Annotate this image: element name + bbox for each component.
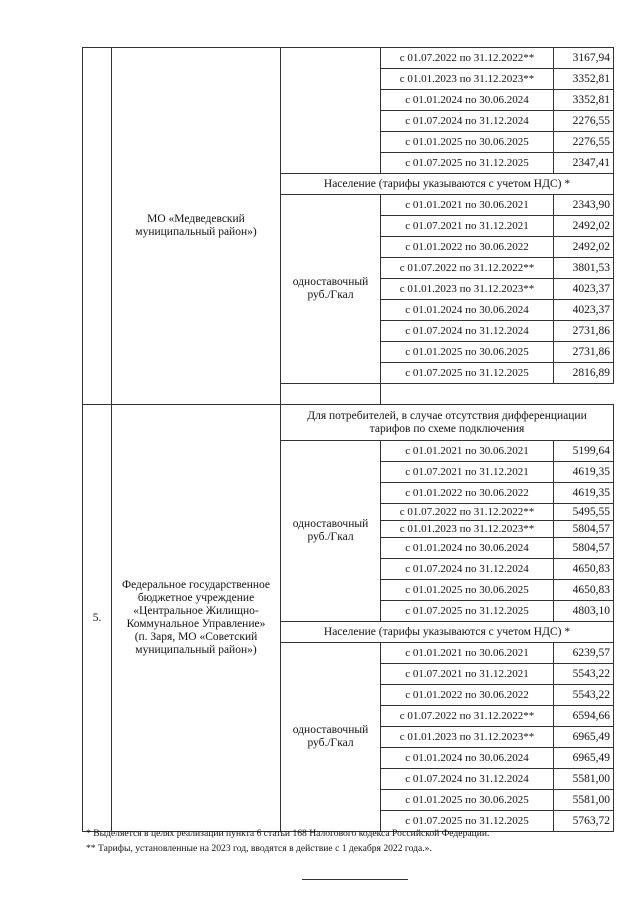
tariff-value: 6965,49 bbox=[554, 727, 614, 748]
organization-cell bbox=[112, 48, 281, 405]
period-cell: с 01.07.2025 по 31.12.2025 bbox=[381, 601, 554, 622]
period-cell: с 01.01.2021 по 30.06.2021 bbox=[381, 195, 554, 216]
tariff-value: 6239,57 bbox=[554, 643, 614, 664]
period-cell: с 01.01.2023 по 31.12.2023** bbox=[381, 521, 554, 538]
tariff-value: 5763,72 bbox=[554, 811, 614, 832]
unit-type: одноставочный bbox=[292, 276, 369, 288]
closing-rule bbox=[302, 879, 408, 880]
tariff-value: 5199,64 bbox=[554, 441, 614, 462]
tariff-value: 4650,83 bbox=[554, 580, 614, 601]
period-cell: с 01.07.2024 по 31.12.2024 bbox=[381, 321, 554, 342]
tariff-value: 4803,10 bbox=[554, 601, 614, 622]
tariff-value: 3801,53 bbox=[554, 258, 614, 279]
unit-type: одноставочный bbox=[292, 518, 369, 530]
period-cell: с 01.01.2021 по 30.06.2021 bbox=[381, 643, 554, 664]
footnote-vat: * Выделяется в целях реализации пункта 6 статьи 168 Налогового кодекса Российской Федерации. bbox=[86, 828, 490, 839]
tariff-value: 4619,35 bbox=[554, 462, 614, 483]
tariff-value: 2276,55 bbox=[554, 132, 614, 153]
period-cell: с 01.01.2025 по 30.06.2025 bbox=[381, 580, 554, 601]
period-cell: с 01.01.2023 по 31.12.2023** bbox=[381, 279, 554, 300]
organization-line: (п. Заря, МО «Советский bbox=[134, 631, 258, 643]
period-cell: с 01.01.2023 по 31.12.2023** bbox=[381, 727, 554, 748]
tariff-value: 4650,83 bbox=[554, 559, 614, 580]
period-cell: с 01.01.2025 по 30.06.2025 bbox=[381, 790, 554, 811]
unit-cell bbox=[281, 441, 381, 622]
tariff-value: 4023,37 bbox=[554, 279, 614, 300]
tariff-value: 2276,55 bbox=[554, 111, 614, 132]
organization-line: муниципальный район») bbox=[135, 644, 257, 656]
row-number-cell: 5. bbox=[83, 405, 112, 832]
tariff-value: 3352,81 bbox=[554, 90, 614, 111]
period-cell: с 01.01.2021 по 30.06.2021 bbox=[381, 441, 554, 462]
period-cell: с 01.07.2024 по 31.12.2024 bbox=[381, 559, 554, 580]
tariff-value: 2347,41 bbox=[554, 153, 614, 174]
period-cell: с 01.07.2021 по 31.12.2021 bbox=[381, 664, 554, 685]
period-cell: с 01.07.2025 по 31.12.2025 bbox=[381, 811, 554, 832]
organization-line: «Центральное Жилищно- bbox=[133, 605, 259, 617]
unit-measure: руб./Гкал bbox=[307, 289, 354, 301]
consumers-header-line: тарифов по схеме подключения bbox=[369, 422, 525, 435]
population-header: Население (тарифы указываются с учетом НДС) * bbox=[281, 622, 614, 643]
organization-line: Коммунальное Управление» bbox=[126, 618, 266, 630]
organization-cell bbox=[112, 405, 281, 832]
tariff-value: 5804,57 bbox=[554, 521, 614, 538]
tariff-value: 2731,86 bbox=[554, 321, 614, 342]
tariff-table bbox=[82, 47, 614, 832]
unit-type: одноставочный bbox=[292, 724, 369, 736]
tariff-value: 5543,22 bbox=[554, 664, 614, 685]
period-cell: с 01.01.2022 по 30.06.2022 bbox=[381, 237, 554, 258]
period-cell: с 01.07.2021 по 31.12.2021 bbox=[381, 216, 554, 237]
tariff-value: 2343,90 bbox=[554, 195, 614, 216]
unit-measure: руб./Гкал bbox=[307, 737, 354, 749]
tariff-value: 5543,22 bbox=[554, 685, 614, 706]
row-number-cell bbox=[83, 48, 112, 405]
organization-line: бюджетное учреждение bbox=[137, 592, 255, 604]
tariff-value: 2492,02 bbox=[554, 237, 614, 258]
period-cell: с 01.01.2024 по 30.06.2024 bbox=[381, 90, 554, 111]
period-cell: с 01.07.2021 по 31.12.2021 bbox=[381, 462, 554, 483]
period-cell: с 01.07.2022 по 31.12.2022** bbox=[381, 504, 554, 521]
unit-cell bbox=[281, 195, 381, 384]
consumers-header-line: Для потребителей, в случае отсутствия дифференциации bbox=[307, 409, 587, 422]
period-cell: с 01.01.2024 по 30.06.2024 bbox=[381, 748, 554, 769]
period-cell: с 01.07.2025 по 31.12.2025 bbox=[381, 363, 554, 384]
tariff-value: 5581,00 bbox=[554, 790, 614, 811]
unit-measure: руб./Гкал bbox=[307, 531, 354, 543]
period-cell: с 01.01.2025 по 30.06.2025 bbox=[381, 132, 554, 153]
tariff-value: 5804,57 bbox=[554, 538, 614, 559]
period-cell: с 01.07.2024 по 31.12.2024 bbox=[381, 111, 554, 132]
tariff-value: 5495,55 bbox=[554, 504, 614, 521]
period-cell: с 01.07.2022 по 31.12.2022** bbox=[381, 48, 554, 69]
period-cell: с 01.07.2022 по 31.12.2022** bbox=[381, 706, 554, 727]
tariff-value: 3352,81 bbox=[554, 69, 614, 90]
section-header-row bbox=[83, 405, 614, 441]
period-cell: с 01.01.2024 по 30.06.2024 bbox=[381, 300, 554, 321]
period-cell: с 01.01.2024 по 30.06.2024 bbox=[381, 538, 554, 559]
population-header: Население (тарифы указываются с учетом НДС) * bbox=[281, 174, 614, 195]
period-cell: с 01.01.2022 по 30.06.2022 bbox=[381, 483, 554, 504]
tariff-value: 2731,86 bbox=[554, 342, 614, 363]
period-cell: с 01.01.2022 по 30.06.2022 bbox=[381, 685, 554, 706]
tariff-value: 5581,00 bbox=[554, 769, 614, 790]
footnotes bbox=[86, 826, 616, 856]
tariff-value: 6965,49 bbox=[554, 748, 614, 769]
tariff-value: 6594,66 bbox=[554, 706, 614, 727]
period-cell: с 01.07.2022 по 31.12.2022** bbox=[381, 258, 554, 279]
organization-line: муниципальный район») bbox=[135, 226, 257, 238]
unit-cell bbox=[281, 643, 381, 832]
tariff-value: 2816,89 bbox=[554, 363, 614, 384]
consumers-header bbox=[281, 405, 614, 441]
tariff-value: 4023,37 bbox=[554, 300, 614, 321]
unit-cell bbox=[281, 48, 381, 174]
period-cell: с 01.01.2023 по 31.12.2023** bbox=[381, 69, 554, 90]
footnote-tariffs-2023: ** Тарифы, установленные на 2023 год, вводятся в действие с 1 декабря 2022 года.». bbox=[86, 843, 432, 854]
tariff-row bbox=[83, 48, 614, 69]
period-cell: с 01.07.2025 по 31.12.2025 bbox=[381, 153, 554, 174]
tariff-value: 2492,02 bbox=[554, 216, 614, 237]
period-cell: с 01.01.2025 по 30.06.2025 bbox=[381, 342, 554, 363]
organization-line: Федеральное государственное bbox=[121, 579, 270, 591]
period-cell: с 01.07.2024 по 31.12.2024 bbox=[381, 769, 554, 790]
tariff-value: 4619,35 bbox=[554, 483, 614, 504]
organization-line: МО «Медведевский bbox=[147, 213, 245, 225]
tariff-value: 3167,94 bbox=[554, 48, 614, 69]
